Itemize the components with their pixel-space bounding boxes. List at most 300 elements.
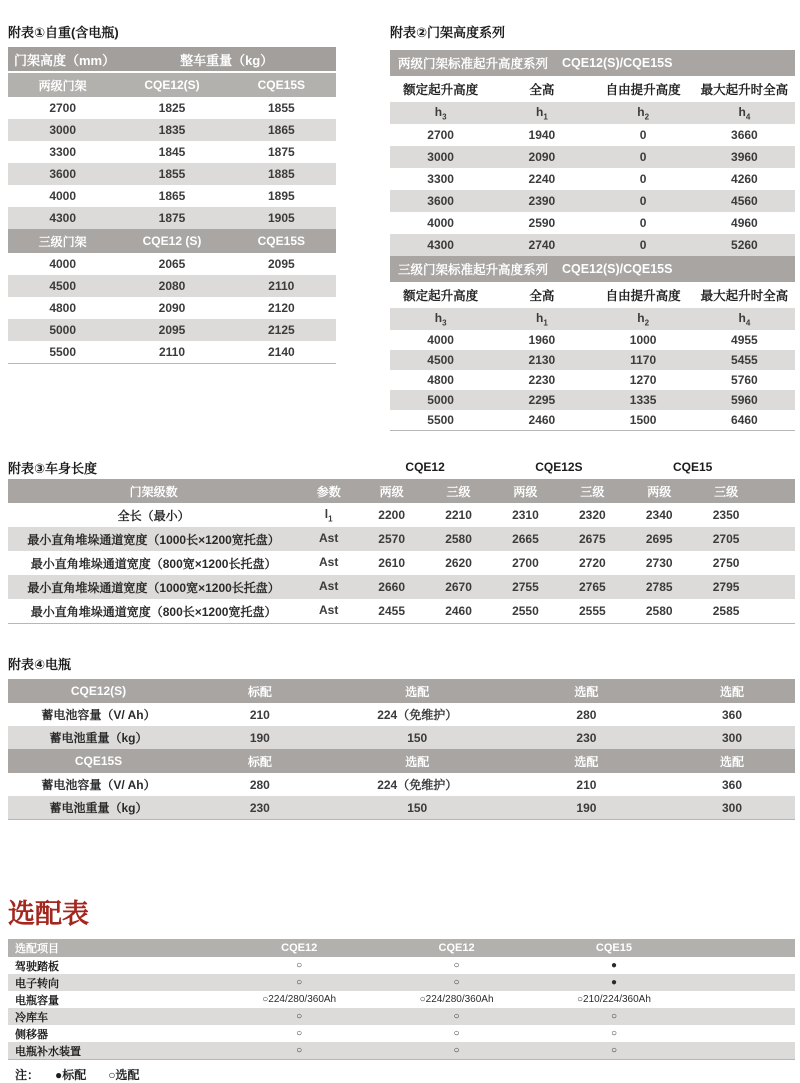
- cell: 5000: [427, 393, 454, 407]
- cell: 2755: [512, 580, 539, 594]
- table-row: [8, 319, 336, 341]
- col-header: 选配: [574, 754, 599, 769]
- row-label: 蓄电池重量（kg）: [49, 731, 148, 745]
- symbol-base: h: [535, 104, 544, 119]
- cell: 2295: [528, 393, 556, 407]
- cell: 4560: [731, 194, 758, 208]
- col-header: 选配: [405, 754, 430, 769]
- cell: [593, 105, 694, 121]
- param-cell: [299, 531, 358, 547]
- table2-section-bar: [390, 50, 795, 76]
- table2-symbol-row: [390, 102, 795, 124]
- cell: 300: [721, 730, 743, 745]
- symbol-base: h: [535, 310, 544, 325]
- cell: 2675: [578, 532, 606, 546]
- cell: 2110: [268, 279, 295, 293]
- table-row: [8, 503, 795, 527]
- col-header: 两级: [647, 484, 672, 499]
- cell: ○: [610, 1045, 617, 1056]
- row-label: 蓄电池重量（kg）: [49, 801, 148, 815]
- table4-title: 附表④电瓶: [8, 657, 72, 672]
- table-row: [8, 275, 336, 297]
- col-header: CQE12: [438, 942, 475, 954]
- cell: ○: [296, 1028, 303, 1039]
- top-tables-row: [8, 22, 795, 431]
- symbol-sub: 1: [328, 514, 333, 524]
- table-row: [8, 551, 795, 575]
- col-header: 选配: [719, 754, 744, 769]
- row-label: 最小直角堆垛通道宽度（800宽×1200长托盘）: [30, 556, 277, 571]
- row-label: 全长（最小）: [117, 508, 190, 523]
- table-row: [8, 1042, 795, 1059]
- table-row: [8, 185, 336, 207]
- cell: 3300: [49, 145, 77, 159]
- cell: 5260: [731, 238, 758, 252]
- cell: [491, 105, 592, 121]
- cell: ○: [296, 1011, 303, 1022]
- symbol-base: h: [738, 104, 746, 119]
- cell: 2720: [578, 556, 606, 570]
- cell: 1865: [267, 123, 295, 137]
- cell: ○: [610, 1011, 617, 1022]
- cell: 1960: [528, 333, 556, 347]
- cell: 1270: [629, 373, 657, 387]
- cell: 4955: [731, 333, 758, 347]
- model-header: CQE12S: [535, 460, 583, 474]
- section-bar-label: 三级门架标准起升高度系列: [398, 263, 549, 277]
- cell: 4000: [427, 216, 454, 230]
- cell: 224（免维护）: [377, 708, 458, 722]
- cell: 0: [639, 216, 647, 230]
- cell: 5500: [49, 345, 77, 359]
- cell: 2610: [378, 556, 405, 570]
- cell: 2550: [512, 604, 539, 618]
- symbol-base: Ast: [319, 554, 339, 569]
- cell: 2200: [378, 508, 405, 522]
- col-header: 三级: [580, 484, 605, 499]
- table4-section-bar: [8, 679, 795, 703]
- col-header: 额定起升高度: [403, 83, 479, 97]
- cell: ○: [453, 1045, 460, 1056]
- row-label: 最小直角堆垛通道宽度（1000长×1200宽托盘）: [27, 532, 280, 547]
- row-label: 冷库车: [15, 1011, 48, 1024]
- cell: 2695: [645, 532, 673, 546]
- col-header: 两级门架: [38, 78, 87, 93]
- row-label: 蓄电池容量（V/ Ah）: [41, 778, 156, 792]
- symbol-base: h: [738, 310, 746, 325]
- col-header: 选配: [719, 684, 744, 699]
- cell: 2740: [528, 238, 556, 252]
- symbol-base: Ast: [319, 578, 339, 593]
- cell: 2555: [578, 604, 606, 618]
- table2-section-bar: [390, 256, 795, 282]
- symbol-sub: 1: [543, 112, 548, 122]
- cell: ○210/224/360Ah: [577, 994, 651, 1005]
- cell: 0: [639, 172, 647, 186]
- cell: 2350: [712, 508, 740, 522]
- cell: 1905: [267, 211, 295, 225]
- cell: 0: [639, 194, 647, 208]
- param-cell: [299, 579, 358, 595]
- cell: 2670: [445, 580, 472, 594]
- cell: 2320: [578, 508, 606, 522]
- cell: 280: [576, 707, 597, 722]
- cell: 2660: [378, 580, 405, 594]
- cell: 300: [721, 800, 743, 815]
- cell: 4000: [427, 333, 454, 347]
- table2-title: 附表②门架高度系列: [390, 25, 506, 40]
- note-optional: ○选配: [108, 1068, 140, 1082]
- cell: 2455: [378, 604, 405, 618]
- cell: ○: [296, 960, 303, 971]
- cell: 2460: [445, 604, 472, 618]
- cell: 5000: [49, 323, 77, 337]
- cell: 2765: [578, 580, 606, 594]
- model-header: CQE15: [672, 460, 713, 474]
- cell: 1335: [629, 393, 657, 407]
- cell: [390, 105, 491, 121]
- symbol-base: h: [637, 104, 645, 119]
- section-bar-model: CQE12(S)/CQE15S: [562, 56, 673, 70]
- cell: 2620: [445, 556, 472, 570]
- symbol-base: l: [324, 506, 329, 521]
- cell: 5500: [427, 413, 454, 427]
- col-header: CQE12: [281, 942, 318, 954]
- col-header: 最大起升时全高: [700, 83, 789, 97]
- cell: 1825: [158, 101, 186, 115]
- cell: 2705: [712, 532, 740, 546]
- table-row: [8, 119, 336, 141]
- cell: 4500: [427, 353, 454, 367]
- table3-body-length-section: [8, 457, 795, 624]
- col-header: 额定起升高度: [403, 289, 479, 303]
- cell: ○: [453, 960, 460, 971]
- symbol-base: Ast: [319, 530, 339, 545]
- cell: 4300: [49, 211, 77, 225]
- col-header: CQE12 (S): [142, 234, 202, 248]
- cell: 6460: [731, 413, 758, 427]
- cell: 1500: [629, 413, 657, 427]
- cell: 190: [249, 730, 270, 745]
- col-header: 参数: [316, 484, 341, 499]
- cell: 3000: [49, 123, 77, 137]
- cell: 210: [576, 777, 597, 792]
- cell: 4260: [731, 172, 758, 186]
- table-row: [8, 599, 795, 623]
- cell: 0: [639, 150, 647, 164]
- col-header: 两级: [513, 484, 538, 499]
- options-section: [8, 892, 795, 1083]
- cell: 0: [639, 128, 647, 142]
- symbol-sub: 2: [644, 318, 650, 328]
- table3-body-length: [8, 479, 795, 624]
- model-header: CQE12: [405, 460, 445, 474]
- cell: [491, 311, 592, 327]
- options-title: 选配表: [8, 899, 89, 929]
- cell: ●: [610, 960, 617, 971]
- table-row: [390, 234, 795, 256]
- cell: 5455: [731, 353, 758, 367]
- cell: [694, 311, 795, 327]
- row-label: 驾驶踏板: [15, 960, 59, 973]
- cell: 2340: [645, 508, 673, 522]
- col-header: 最大起升时全高: [700, 289, 789, 303]
- table-row: [8, 957, 795, 974]
- cell: 1940: [528, 128, 556, 142]
- cell: ○224/280/360Ah: [262, 994, 337, 1005]
- cell: [390, 311, 491, 327]
- table-row: [390, 168, 795, 190]
- rows-group: [8, 773, 795, 819]
- cell: 2785: [645, 580, 673, 594]
- cell: 2700: [427, 128, 454, 142]
- symbol-base: h: [434, 310, 443, 325]
- cell: 360: [721, 707, 743, 722]
- col-header: 门架高度（mm）: [14, 52, 116, 68]
- table2-header-row: [390, 76, 795, 102]
- row-label: 电瓶容量: [15, 994, 59, 1007]
- cell: 150: [407, 800, 428, 815]
- cell: 150: [407, 730, 428, 745]
- rows-group: [390, 330, 795, 430]
- rows-group: [8, 97, 336, 229]
- table2-symbol-row: [390, 308, 795, 330]
- param-cell: [299, 507, 358, 523]
- row-label: 蓄电池容量（V/ Ah）: [41, 708, 156, 722]
- col-header: 全高: [529, 289, 555, 303]
- cell: 2700: [49, 101, 77, 115]
- table-row: [390, 370, 795, 390]
- cell: 3600: [49, 167, 77, 181]
- col-header: 两级: [379, 484, 404, 499]
- table-row: [390, 190, 795, 212]
- cell: 2095: [158, 323, 186, 337]
- table-row: [8, 163, 336, 185]
- table3-model-row: [8, 457, 795, 477]
- col-header: 自由提升高度: [605, 83, 681, 97]
- cell: 3660: [731, 128, 758, 142]
- table4-section-bar: [8, 749, 795, 773]
- rows-group: [8, 957, 795, 1059]
- col-header: 选配项目: [15, 943, 59, 955]
- table-row: [8, 341, 336, 363]
- cell: ○: [296, 1045, 303, 1056]
- col-header: 选配: [405, 684, 430, 699]
- cell: 2120: [267, 301, 295, 315]
- cell: 1170: [630, 353, 657, 367]
- section-bar-label: 两级门架标准起升高度系列: [398, 57, 549, 71]
- cell: 1835: [158, 123, 186, 137]
- cell: 230: [249, 800, 270, 815]
- cell: 230: [576, 730, 597, 745]
- row-label: 电子转向: [15, 977, 59, 990]
- col-header: 三级: [714, 484, 739, 499]
- table1-title: 附表①自重(含电瓶): [8, 25, 119, 40]
- col-header: 自由提升高度: [605, 289, 681, 303]
- col-header: 标配: [247, 754, 272, 769]
- cell: 2095: [267, 257, 295, 271]
- cell: 2750: [712, 556, 740, 570]
- table-row: [390, 390, 795, 410]
- rows-group: [8, 503, 795, 623]
- row-label: 最小直角堆垛通道宽度（1000宽×1200长托盘）: [27, 580, 280, 595]
- table-row: [8, 991, 795, 1008]
- cell: 4000: [49, 189, 77, 203]
- cell: 1875: [158, 211, 186, 225]
- options-header-row: [8, 939, 795, 957]
- cell: 4500: [49, 279, 77, 293]
- cell: 2310: [512, 508, 539, 522]
- col-header: 三级: [446, 484, 471, 499]
- cell: 5760: [731, 373, 758, 387]
- table-row: [8, 575, 795, 599]
- row-label: 侧移器: [15, 1028, 48, 1041]
- cell: 2390: [528, 194, 556, 208]
- cell: 3960: [731, 150, 758, 164]
- cell: 3600: [427, 194, 454, 208]
- cell: 280: [249, 777, 270, 792]
- table3-title: 附表③车身长度: [8, 460, 98, 476]
- row-label: 最小直角堆垛通道宽度（800长×1200宽托盘）: [30, 604, 277, 619]
- table-row: [8, 974, 795, 991]
- table1-header-row: [8, 47, 336, 73]
- rows-group: [8, 253, 336, 363]
- cell: 2230: [528, 373, 556, 387]
- symbol-sub: 2: [644, 112, 650, 122]
- table2-mast-height-section: [390, 22, 795, 431]
- table1-self-weight: [8, 47, 336, 364]
- table1-self-weight-section: [8, 22, 336, 364]
- table-row: [8, 97, 336, 119]
- col-header: CQE12(S): [144, 78, 200, 92]
- cell: 3300: [427, 172, 454, 186]
- model-header: CQE15S: [74, 754, 123, 768]
- col-header: CQE15: [595, 942, 632, 954]
- table-row: [390, 212, 795, 234]
- table-row: [8, 1008, 795, 1025]
- symbol-sub: 4: [745, 318, 751, 328]
- cell: 1855: [267, 101, 295, 115]
- table-row: [8, 703, 795, 726]
- cell: 2090: [528, 150, 556, 164]
- row-label: 电瓶补水装置: [15, 1045, 81, 1058]
- cell: 4300: [427, 238, 454, 252]
- cell: 2700: [512, 556, 539, 570]
- table1-section-bar: [8, 229, 336, 253]
- cell: 4000: [49, 257, 77, 271]
- cell: 2580: [645, 604, 673, 618]
- cell: 360: [721, 777, 743, 792]
- cell: ○: [453, 1011, 460, 1022]
- cell: 210: [249, 707, 270, 722]
- cell: 1000: [629, 333, 657, 347]
- col-header: 三级门架: [38, 234, 87, 249]
- cell: 5960: [731, 393, 758, 407]
- cell: 2570: [378, 532, 405, 546]
- cell: 2210: [445, 508, 472, 522]
- cell: 1895: [267, 189, 295, 203]
- col-header: 选配: [574, 684, 599, 699]
- cell: 2125: [267, 323, 295, 337]
- rows-group: [390, 124, 795, 256]
- cell: 2460: [528, 413, 556, 427]
- symbol-base: Ast: [319, 602, 339, 617]
- cell: ○: [453, 977, 460, 988]
- cell: 2090: [158, 301, 186, 315]
- table2-mast-height: [390, 50, 795, 431]
- cell: 4960: [731, 216, 758, 230]
- cell: 1845: [158, 145, 186, 159]
- cell: 1885: [267, 167, 295, 181]
- cell: 1875: [267, 145, 295, 159]
- cell: 2665: [512, 532, 539, 546]
- cell: ●: [610, 977, 617, 988]
- cell: 2110: [158, 345, 186, 359]
- symbol-sub: 1: [543, 318, 548, 328]
- table-row: [390, 410, 795, 430]
- symbol-base: h: [434, 104, 443, 119]
- table-row: [8, 207, 336, 229]
- cell: 2730: [645, 556, 673, 570]
- cell: 3000: [427, 150, 454, 164]
- cell: ○: [453, 1028, 460, 1039]
- cell: 4800: [49, 301, 77, 315]
- symbol-sub: 3: [442, 112, 447, 122]
- table-row: [390, 350, 795, 370]
- model-header: CQE12(S): [70, 684, 127, 698]
- col-header: CQE15S: [257, 78, 305, 92]
- symbol-sub: 4: [745, 112, 751, 122]
- options-table: [8, 939, 795, 1060]
- col-header: 门架级数: [129, 484, 178, 499]
- table2-header-row: [390, 282, 795, 308]
- col-header: 全高: [529, 83, 555, 97]
- table-row: [8, 773, 795, 796]
- table3-header-row: [8, 479, 795, 503]
- table-row: [390, 330, 795, 350]
- symbol-base: h: [637, 310, 645, 325]
- table-row: [8, 141, 336, 163]
- cell: 2140: [267, 345, 295, 359]
- table-row: [8, 726, 795, 749]
- cell: 2080: [158, 279, 186, 293]
- table-row: [390, 146, 795, 168]
- param-cell: [299, 555, 358, 571]
- cell: ○224/280/360Ah: [419, 994, 494, 1005]
- cell: 2580: [445, 532, 472, 546]
- cell: 190: [576, 800, 597, 815]
- note-standard: ●标配: [55, 1068, 87, 1082]
- col-header: CQE15S: [257, 234, 305, 248]
- section-bar-model: CQE12(S)/CQE15S: [562, 262, 673, 276]
- cell: 2795: [712, 580, 740, 594]
- table-row: [390, 124, 795, 146]
- cell: 1855: [158, 167, 186, 181]
- cell: 2240: [528, 172, 556, 186]
- cell: 2585: [712, 604, 740, 618]
- cell: 2590: [528, 216, 556, 230]
- table-row: [8, 796, 795, 819]
- table-row: [8, 1025, 795, 1042]
- cell: ○: [296, 977, 303, 988]
- note-prefix: 注：: [15, 1068, 40, 1082]
- param-cell: [299, 603, 358, 619]
- cell: ○: [610, 1028, 617, 1039]
- table-row: [8, 527, 795, 551]
- cell: 1865: [158, 189, 186, 203]
- table1-subheader-row: [8, 73, 336, 97]
- table-row: [8, 253, 336, 275]
